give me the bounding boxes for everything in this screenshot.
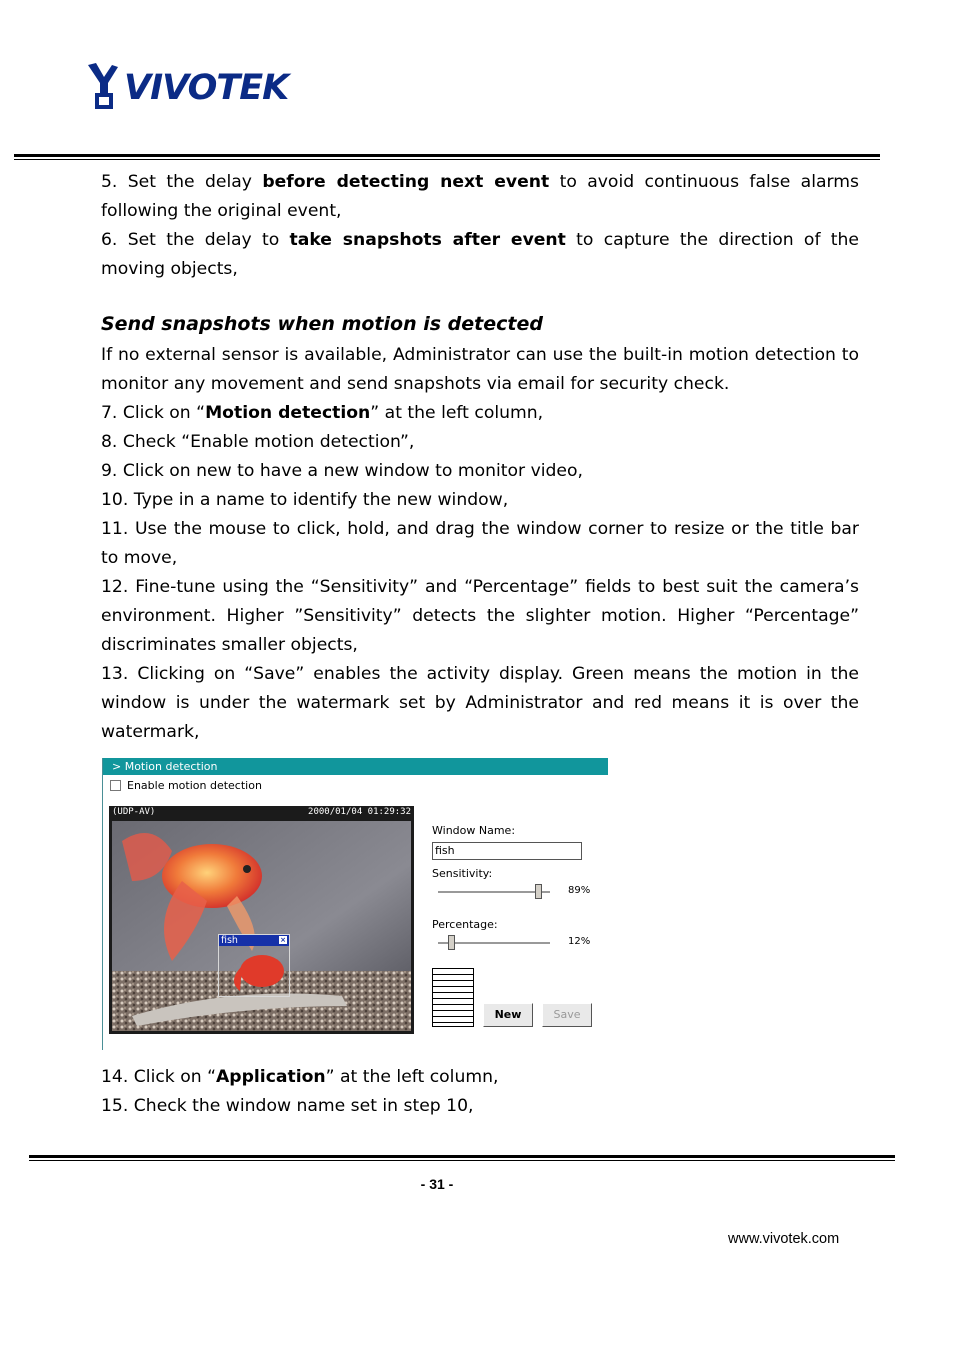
- header-rule: [14, 154, 880, 160]
- enable-checkbox[interactable]: [110, 780, 121, 791]
- close-icon[interactable]: ×: [280, 936, 286, 944]
- text-run: ” at the left column,: [370, 403, 544, 423]
- text-run: If no external sensor is available, Administrator can use the built-in motion detection to monitor any movement and send snapshots via email for security check.: [101, 345, 859, 394]
- text-run: 11. Use the mouse to click, hold, and drag the window corner to resize or the title bar to move,: [101, 519, 859, 568]
- paragraph: [101, 341, 859, 399]
- text-run: 10. Type in a name to identify the new window,: [101, 490, 509, 510]
- text-run: 6. Set the delay to: [101, 230, 290, 250]
- sensitivity-value: 89%: [568, 885, 591, 896]
- paragraph: [101, 515, 859, 573]
- window-name-input[interactable]: fish: [432, 842, 582, 860]
- mid-paragraphs: [101, 341, 859, 747]
- text-run: 14. Click on “: [101, 1067, 216, 1087]
- video-header: [109, 806, 414, 819]
- logo-wordmark: VIVOTEK: [124, 68, 289, 108]
- sensitivity-slider-track[interactable]: [438, 891, 550, 894]
- section-heading: Send snapshots when motion is detected: [101, 313, 543, 335]
- paragraph: [101, 486, 859, 515]
- bold-text: take snapshots after event: [289, 230, 566, 250]
- paragraph: [101, 226, 859, 284]
- percentage-label: Percentage:: [432, 918, 498, 931]
- paragraph: [101, 1063, 859, 1092]
- sensitivity-label: Sensitivity:: [432, 867, 493, 880]
- bottom-paragraphs: [101, 1063, 859, 1121]
- sensitivity-slider-thumb[interactable]: [535, 884, 542, 899]
- bold-text: Application: [216, 1067, 326, 1087]
- motion-detection-title-bar: > Motion detection: [103, 758, 608, 775]
- new-button[interactable]: New: [483, 1003, 533, 1027]
- bold-text: before detecting next event: [262, 172, 550, 192]
- stream-mode: (UDP-AV): [112, 807, 156, 817]
- paragraph: [101, 660, 859, 747]
- footer-url: www.vivotek.com: [728, 1231, 840, 1247]
- text-run: 15. Check the window name set in step 10,: [101, 1096, 474, 1116]
- motion-window-title: fish: [221, 935, 238, 946]
- save-button[interactable]: Save: [542, 1003, 592, 1027]
- page-number: - 31 -: [420, 1176, 454, 1192]
- text-run: 12. Fine-tune using the “Sensitivity” and “Percentage” fields to best suit the camera’s environment. Higher ”Sensitivity” detects the slighter motion. Higher “Percentage” discriminates smaller objects,: [101, 577, 859, 655]
- top-paragraphs: [101, 168, 859, 284]
- vivotek-emblem-icon: [86, 63, 120, 113]
- motion-window-title-bar[interactable]: [219, 935, 289, 946]
- text-run: ” at the left column,: [325, 1067, 499, 1087]
- video-timestamp: 2000/01/04 01:29:32: [308, 807, 411, 817]
- enable-motion-detection-option[interactable]: [110, 779, 262, 792]
- paragraph: [101, 428, 859, 457]
- video-view: [109, 806, 414, 1034]
- footer-rule: [29, 1155, 895, 1161]
- panel-left-border: [102, 758, 103, 1050]
- paragraph: [101, 168, 859, 226]
- motion-window[interactable]: [218, 934, 290, 997]
- text-run: 5. Set the delay: [101, 172, 263, 192]
- percentage-slider-thumb[interactable]: [448, 935, 455, 950]
- text-run: 9. Click on new to have a new window to monitor video,: [101, 461, 583, 481]
- activity-display: [432, 968, 474, 1027]
- percentage-value: 12%: [568, 936, 591, 947]
- window-name-label: Window Name:: [432, 824, 516, 837]
- bold-text: Motion detection: [205, 403, 371, 423]
- enable-label: Enable motion detection: [127, 779, 262, 792]
- text-run: to capture the direction of the moving objects,: [101, 230, 859, 279]
- motion-detection-screenshot: [102, 758, 608, 1050]
- paragraph: [101, 399, 859, 428]
- video-frame-image: [112, 821, 411, 1031]
- paragraph: [101, 457, 859, 486]
- vivotek-logo: [86, 62, 288, 114]
- paragraph: [101, 1092, 859, 1121]
- text-run: to avoid continuous false alarms following the original event,: [101, 172, 859, 221]
- paragraph: [101, 573, 859, 660]
- text-run: 8. Check “Enable motion detection”,: [101, 432, 415, 452]
- text-run: 13. Clicking on “Save” enables the activity display. Green means the motion in the window is under the watermark set by Administrator and red means it is over the watermark,: [101, 664, 859, 742]
- text-run: 7. Click on “: [101, 403, 206, 423]
